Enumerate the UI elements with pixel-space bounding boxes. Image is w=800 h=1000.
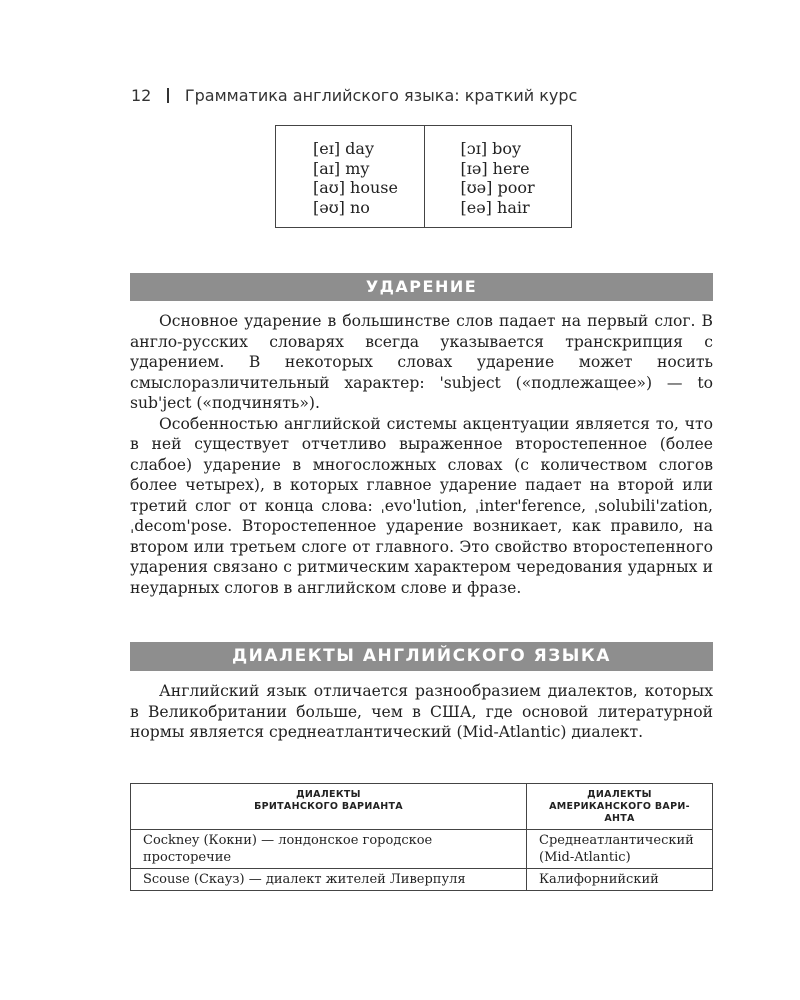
header-line: ДИАЛЕКТЫ — [587, 789, 652, 800]
diphthong-column-left — [276, 126, 424, 227]
header-line: ДИАЛЕКТЫ — [296, 789, 361, 800]
table-cell: Калифорнийский — [527, 869, 713, 891]
table-row — [131, 830, 713, 869]
dialects-table — [130, 783, 713, 891]
diphthong-entry: [eɪ] day — [313, 139, 374, 158]
header-line: АМЕРИКАНСКОГО ВАРИ- — [549, 801, 690, 812]
diphthong-table — [275, 125, 572, 228]
header-line: БРИТАНСКОГО ВАРИАНТА — [254, 801, 403, 812]
header-british-dialects — [131, 784, 527, 830]
stress-paragraph-1: Основное ударение в большинстве слов падает на первый слог. В англо-русских словарях всегда указывается транскрипция с ударением. В некоторых словах ударение может носить смыслоразличительный характер: 'subject («подлежащее») — to sub'ject («подчинять»). — [130, 312, 713, 412]
diphthong-entry: [eə] hair — [460, 197, 530, 217]
section-heading-stress: УДАРЕНИЕ — [130, 273, 713, 301]
diphthong-entry: [ɪə] here — [460, 158, 530, 178]
diphthong-entry: [ɔɪ] boy — [460, 139, 522, 158]
table-row — [131, 869, 713, 891]
table-cell: Cockney (Кокни) — лондонское городское просторечие — [131, 830, 527, 869]
diphthong-entry: [əʊ] no — [313, 197, 370, 217]
header-divider — [167, 88, 169, 103]
table-cell: Scouse (Скауз) — диалект жителей Ливерпуля — [131, 869, 527, 891]
book-title: Грамматика английского языка: краткий курс — [184, 85, 578, 105]
dialects-paragraph: Английский язык отличается разнообразием диалектов, которых в Великобритании больше, чем в США, где основой литературной нормы является среднеатлантический (Mid-Atlantic) диалект. — [130, 682, 713, 741]
header-line: АНТА — [604, 813, 635, 824]
page-number: 12 — [131, 85, 152, 105]
diphthong-entry: [ʊə] poor — [460, 178, 535, 197]
table-cell: Среднеатлантический (Mid-Atlantic) — [527, 830, 713, 869]
section-heading-dialects: ДИАЛЕКТЫ АНГЛИЙСКОГО ЯЗЫКА — [130, 642, 713, 671]
dialects-section-body — [130, 681, 713, 743]
diphthong-entry: [aʊ] house — [313, 178, 398, 197]
table-header-row — [131, 784, 713, 830]
diphthong-entry: [aɪ] my — [313, 158, 370, 178]
header-american-dialects — [527, 784, 713, 830]
stress-paragraph-2: Особенностью английской системы акцентуации является то, что в ней существует отчетливо выраженное второстепенное (более слабое) ударение в многосложных словах (с количеством слогов более четырех), в которых главное ударение падает на второй или третий слог от конца слова: ˌevo'lution, ˌinter'ference, ˌsolubili'zation, ˌdecom'pose. Второстепенное ударение возникает, как правило, на втором или третьем слоге от главного. Это свойство второстепенного ударения связано с ритмическим характером чередования ударных и неударных слогов в английском слове и фразе. — [130, 414, 713, 597]
stress-section-body — [130, 311, 713, 598]
running-head — [131, 84, 577, 106]
diphthong-column-right — [424, 126, 572, 227]
